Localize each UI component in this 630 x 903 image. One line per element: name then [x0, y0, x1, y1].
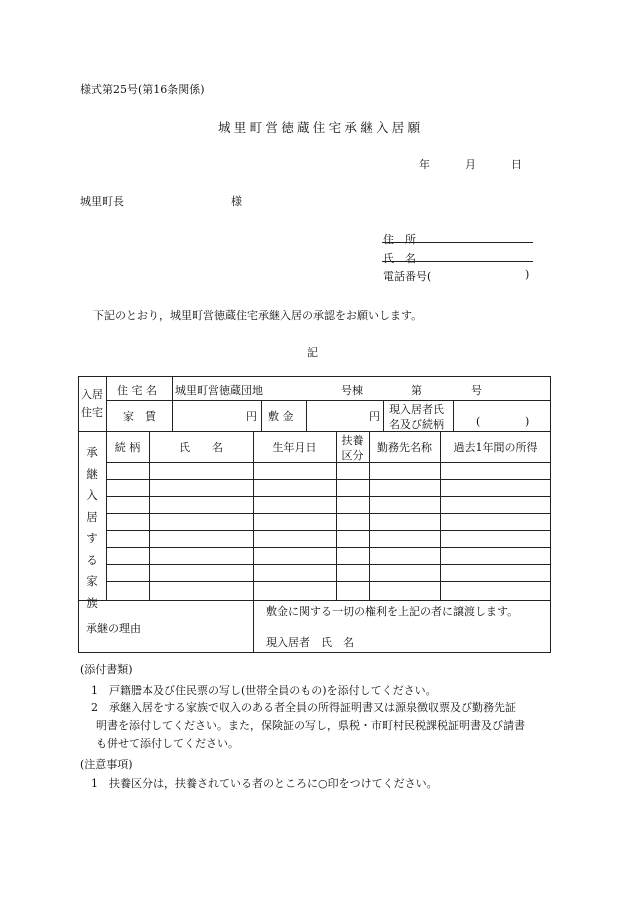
rent-label: 家 賃 [123, 410, 156, 423]
family-side-char: 居 [86, 509, 98, 524]
table-line [306, 400, 307, 431]
family-row-line [106, 496, 551, 497]
family-side-label [80, 442, 104, 614]
paren-open: ( [476, 415, 481, 428]
attachment-item-2-line-3: も併せて添付してください。 [96, 737, 239, 750]
building-suffix: 号棟 [341, 384, 363, 397]
header-income: 過去1年間の所得 [453, 441, 538, 454]
table-line [172, 376, 173, 431]
header-birthdate: 生年月日 [272, 441, 317, 454]
family-side-char: 承 [86, 445, 98, 459]
deposit-label: 敷 金 [268, 410, 294, 423]
form-number: 様式第25号(第16条関係) [80, 83, 205, 96]
applicant-name-label: 氏 名 [383, 252, 416, 265]
table-line [253, 431, 254, 653]
intro-text: 下記のとおり，城里町営徳蔵住宅承継入居の承認をお願いします。 [93, 309, 423, 322]
transfer-text: 敷金に関する一切の権利を上記の者に譲渡します。 [266, 605, 519, 618]
housing-name-label: 住 宅 名 [117, 384, 157, 397]
ki-label: 記 [307, 346, 318, 359]
family-row-line [106, 547, 551, 548]
family-row-line [106, 530, 551, 531]
family-side-char: 入 [86, 488, 98, 502]
date-day: 日 [511, 158, 522, 171]
date-month: 月 [465, 158, 476, 171]
housing-section-label-2: 住宅 [81, 406, 103, 419]
phone-close: ) [525, 268, 530, 281]
table-line [261, 400, 262, 431]
dai-label: 第 [411, 384, 422, 397]
table-line [440, 431, 441, 600]
header-name: 氏 名 [179, 441, 223, 454]
family-row-line [106, 513, 551, 514]
family-row-line [106, 564, 551, 565]
reason-label: 承継の理由 [86, 622, 141, 635]
family-side-char: 族 [86, 595, 98, 610]
attachments-heading: (添付書類) [80, 663, 133, 676]
notes-heading: (注意事項) [80, 758, 133, 771]
addressee-honorific: 様 [231, 195, 242, 208]
header-dependent-1: 扶養 [341, 434, 364, 447]
family-row-line [106, 479, 551, 480]
deposit-yen: 円 [369, 410, 380, 423]
header-dependent-2: 区分 [341, 449, 364, 462]
family-row-line [106, 462, 551, 463]
table-line [453, 400, 454, 431]
applicant-name-line[interactable] [382, 261, 533, 262]
phone-label: 電話番号( [383, 270, 432, 283]
address-line[interactable] [382, 242, 533, 243]
family-side-char: す [86, 531, 98, 545]
family-row-line [106, 581, 551, 582]
table-line [106, 376, 107, 600]
table-line [78, 600, 551, 601]
attachment-item-2-line-2: 明書を添付してください。また，保険証の写し，県税・市町村民税課税証明書及び請書 [96, 719, 525, 732]
header-relation: 続 柄 [114, 441, 141, 454]
resident-label-2: 名及び続柄 [389, 418, 444, 431]
current-resident-label: 現入居者 氏 名 [266, 636, 354, 649]
housing-section-label-1: 入居 [81, 388, 103, 401]
family-side-char: る [86, 552, 98, 567]
housing-name-value[interactable]: 城里町営徳蔵団地 [175, 384, 263, 397]
note-item-1: 1 扶養区分は，扶養されている者のところに○印をつけてください。 [91, 777, 438, 790]
date-year: 年 [419, 158, 430, 171]
family-side-char: 継 [86, 466, 98, 481]
attachment-item-1: 1 戸籍謄本及び住民票の写し(世帯全員のもの)を添付してください。 [91, 684, 437, 697]
paren-close: ) [525, 415, 530, 428]
rent-yen: 円 [246, 410, 257, 423]
header-workplace: 勤務先名称 [377, 441, 432, 454]
addressee-name: 城里町長 [80, 195, 124, 208]
go-label: 号 [471, 384, 482, 397]
attachment-item-2-line-1: 2 承継入居をする家族で収入のある者全員の所得証明書又は源泉徴収票及び勤務先証 [91, 701, 516, 714]
table-line [369, 431, 370, 600]
page-title: 城里町営徳蔵住宅承継入居願 [218, 120, 424, 135]
table-line [383, 400, 384, 431]
family-side-char: 家 [86, 574, 98, 588]
resident-label-1: 現入居者氏 [389, 403, 444, 416]
table-line [149, 431, 150, 600]
address-label: 住 所 [383, 233, 416, 246]
